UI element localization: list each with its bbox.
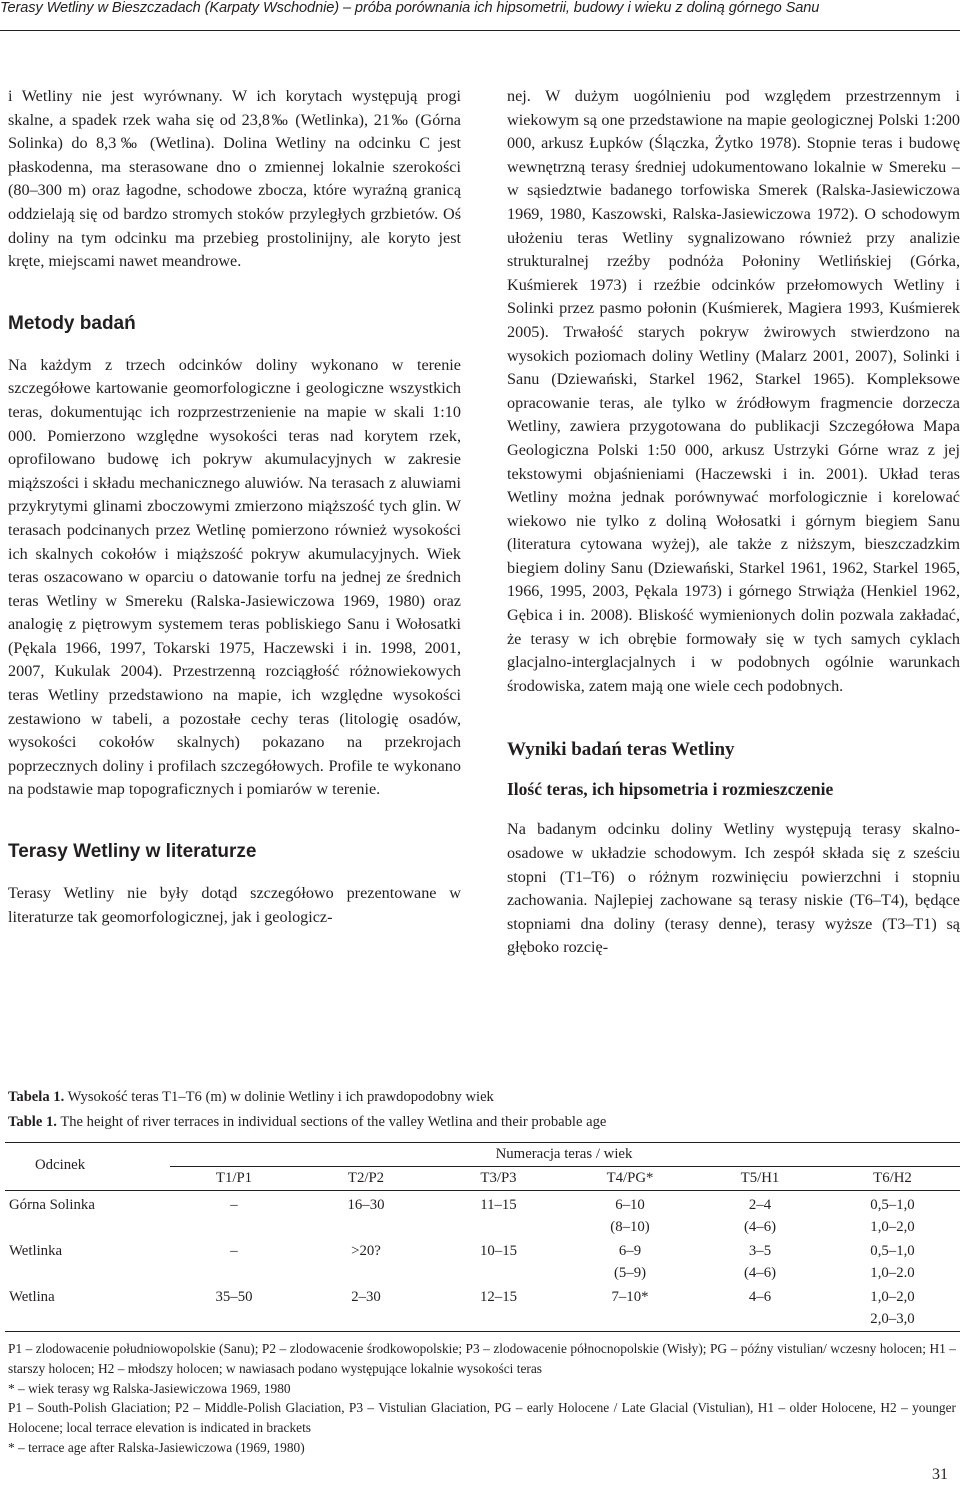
table-cell-value: 12–15 bbox=[480, 1289, 517, 1305]
table-cell-value: 16–30 bbox=[347, 1197, 385, 1213]
table-cell-value: 6–10 bbox=[615, 1197, 645, 1213]
terrace-table bbox=[5, 1142, 960, 1330]
table-column-header: T6/H2 bbox=[873, 1170, 912, 1186]
table-column-header: T1/P1 bbox=[215, 1170, 253, 1186]
table-cell-value: – bbox=[230, 1197, 238, 1213]
paragraph: Terasy Wetliny nie były dotąd szczegółowo prezentowane w literaturze tak geomorfologicznej, jak i geologicz- bbox=[8, 884, 461, 926]
paragraph: Na każdym z trzech odcinków doliny wykonano w terenie szczegółowe kartowanie geomorfologiczne i geologiczne wszystkich teras, dokumentując ich rozprzestrzenienie na mapie w skali 1:10 000. Pomierzono względne wysokości teras nad korytem rzek, oprofilowano budowę ich pokryw akumulacyjnych w zakresie miąższości i składu mechanicznego aluwiów. Na terasach z aluwiami przykrytymi glinami zboczowymi zmierzono miąższość tych glin. W terasach podcinanych przez Wetlinę pomierzono również wysokości ich skalnych cokołów i miąższość pokryw akumulacyjnych. Wiek teras oszacowano w oparciu o datowanie torfu na jednej ze średnich teras Wetliny w Smereku (Ralska-Jasiewiczowa 1969, 1980) oraz analogię z piętrowym systemem teras pobliskiego Sanu i Wołosatki (Pękala 1966, 1997, Tokarski 1975, Haczewski i in. 1998, 2001, 2007, Kukulak 2004). Przestrzenną rozciągłość różnowiekowych teras Wetliny przedstawiono na mapie, ich względne wysokości zestawiono w tabeli, a pozostałe cechy teras (litologię osadów, wysokości cokołów skalnych) pokazano na przekrojach poprzecznych doliny i profilach szczegółowych. Profile te wykonano na podstawie map topograficznych i pomiarów w terenie. bbox=[8, 355, 461, 799]
table-cell-value: >20? bbox=[351, 1243, 381, 1259]
table-cell-value: 2–30 bbox=[351, 1289, 381, 1305]
table-caption-text: Wysokość teras T1–T6 (m) w dolinie Wetliny i ich prawdopodobny wiek bbox=[64, 1089, 494, 1105]
table-cell bbox=[168, 1284, 300, 1330]
page-number: 31 bbox=[932, 1466, 948, 1483]
table-cell bbox=[300, 1190, 432, 1238]
subsection-heading: Ilość teras, ich hipsometria i rozmieszczenie bbox=[507, 779, 834, 800]
table-cell bbox=[695, 1190, 825, 1238]
table-cell bbox=[695, 1238, 825, 1284]
paragraph: Na badanym odcinku doliny Wetliny występują terasy skalno-osadowe w układzie schodowym. Ich zespół składa się z sześciu stopni (T1–T6) o różnym rozwinięciu powierzchni i stopniu zachowania. Najlepiej zachowane są terasy niskie (T6–T4), będące stopniami dna doliny (terasy denne), terasy wyższe (T3–T1) są głęboko rozcię- bbox=[507, 820, 960, 957]
table-note: * – wiek terasy wg Ralska-Jasiewiczowa 1969, 1980 bbox=[8, 1380, 291, 1396]
table-cell bbox=[432, 1190, 565, 1238]
table-cell-value: 4–6 bbox=[748, 1289, 772, 1305]
table-column-header: T4/PG* bbox=[606, 1170, 654, 1186]
section-heading-literature: Terasy Wetliny w literaturze bbox=[8, 841, 257, 863]
table-cell bbox=[565, 1238, 695, 1284]
section-heading-results: Wyniki badań teras Wetliny bbox=[507, 739, 735, 761]
table-notes bbox=[8, 1339, 956, 1458]
table-cell-value: (5–9) bbox=[613, 1264, 647, 1281]
right-column bbox=[507, 85, 960, 960]
table-bottom-rule bbox=[5, 1331, 960, 1332]
table-cell-value: 10–15 bbox=[480, 1243, 517, 1259]
table-cell-value: 35–50 bbox=[215, 1289, 253, 1305]
table-row bbox=[5, 1190, 960, 1238]
section-heading-methods: Metody badań bbox=[8, 312, 136, 334]
running-head: Terasy Wetliny w Bieszczadach (Karpaty Wschodnie) – próba porównania ich hipsometrii, budowy i wieku z doliną górnego Sanu bbox=[0, 0, 820, 16]
table-cell-value: 6–9 bbox=[618, 1243, 642, 1259]
table-cell-value: 2,0–3,0 bbox=[870, 1310, 915, 1327]
table-cell bbox=[300, 1238, 432, 1284]
table-cell-value: 7–10* bbox=[611, 1289, 649, 1305]
table-column-header: T2/P2 bbox=[347, 1170, 385, 1186]
table-cell-value: 1,0–2.0 bbox=[870, 1264, 915, 1281]
header-rule bbox=[0, 30, 960, 31]
table-cell-value: 3–5 bbox=[748, 1243, 772, 1259]
table-caption-label: Tabela 1. bbox=[8, 1089, 65, 1105]
table-cell bbox=[565, 1284, 695, 1330]
table-cell-value: (8–10) bbox=[610, 1218, 650, 1235]
table-row bbox=[5, 1284, 960, 1330]
table-cell-value: 2–4 bbox=[748, 1197, 772, 1213]
table-cell bbox=[825, 1238, 960, 1284]
table-cell bbox=[168, 1190, 300, 1238]
table-row-label: Górna Solinka bbox=[9, 1197, 95, 1213]
table-caption-label: Table 1. bbox=[8, 1114, 57, 1130]
table-caption-pl bbox=[8, 1087, 958, 1107]
table-row-label: Wetlina bbox=[9, 1289, 55, 1305]
table-cell-value: 0,5–1,0 bbox=[870, 1197, 915, 1213]
table-cell-value: 1,0–2,0 bbox=[870, 1289, 915, 1305]
table-cell bbox=[432, 1238, 565, 1284]
table-cell bbox=[825, 1190, 960, 1238]
table-note: P1 – South-Polish Glaciation; P2 – Middle-Polish Glaciation, P3 – Vistulian Glaciation, PG – early Holocene / Late Glacial (Vistulian), H1 – older Holocene, H2 – younger Holocene; local terrace elevation is indicated in brackets bbox=[8, 1400, 956, 1436]
table-cell-value: (4–6) bbox=[743, 1218, 777, 1235]
table-cell-value: 11–15 bbox=[480, 1197, 517, 1213]
table-cell bbox=[825, 1284, 960, 1330]
table-column-header: T5/H1 bbox=[740, 1170, 780, 1186]
table-cell-value: 1,0–2,0 bbox=[870, 1218, 915, 1235]
table-cell bbox=[565, 1190, 695, 1238]
table-column-header: T3/P3 bbox=[480, 1170, 517, 1186]
paragraph: i Wetliny nie jest wyrównany. W ich korytach występują progi skalne, a spadek rzek waha się od 23,8‰ (Wetlinka), 21‰ (Górna Solinka) do 8,3‰ (Wetlina). Dolina Wetliny na odcinku C jest płaskodenna, ma sterasowane dno o zmiennej lokalnie szerokości (80–300 m) oraz łagodne, schodowe zbocza, które wyraźną granicą oddzielają się od bardzo stromych stoków przyległych grzbietów. Oś doliny na tym odcinku ma przebieg prostolinijny, ale koryto jest kręte, miejscami nawet meandrowe. bbox=[8, 87, 461, 271]
table-header-group: Numeracja teras / wiek bbox=[495, 1146, 633, 1162]
table-cell-value: 0,5–1,0 bbox=[870, 1243, 915, 1259]
table-cell bbox=[168, 1238, 300, 1284]
left-column bbox=[8, 85, 461, 929]
table-note: P1 – zlodowacenie południowopolskie (Sanu); P2 – zlodowacenie środkowopolskie; P3 – zlodowacenie północnopolskie (Wisły); PG – późny vistulian/ wczesny holocen; H1 – starszy holocen; H2 – młodszy holocen; w nawiasach podano występujące lokalnie wysokości teras bbox=[8, 1341, 956, 1376]
table-cell-value: (4–6) bbox=[743, 1264, 777, 1281]
table-caption-text: The height of river terraces in individual sections of the valley Wetlina and their probable age bbox=[56, 1114, 607, 1130]
table-row bbox=[5, 1238, 960, 1284]
table-cell-value: – bbox=[230, 1243, 238, 1259]
table-cell bbox=[300, 1284, 432, 1330]
table-header-section: Odcinek bbox=[35, 1157, 86, 1174]
table-cell bbox=[432, 1284, 565, 1330]
paragraph: nej. W dużym uogólnieniu pod względem przestrzennym i wiekowym są one przedstawione na mapie geologicznej Polski 1:200 000, arkusz Łupków (Ślączka, Żytko 1978). Stopnie teras i budowę wewnętrzną terasy średniej udokumentowano lokalnie w Smereku – w sąsiedztwie badanego torfowiska Smerek (Ralska-Jasiewiczowa 1969, 1980, Kaszowski, Ralska-Jasiewiczowa 1972). O schodowym ułożeniu teras Wetliny sygnalizowano również przy analizie strukturalnej rzeźby podnóża Połoniny Wetlińskiej (Górka, Kuśmierek 1973) i rzeźbie odcinków przełomowych Wetliny i Solinki przez pasmo połonin (Kuśmierek, Magiera 1993, Kuśmierek 2005). Trwałość starych pokryw żwirowych stwierdzono na wysokich poziomach doliny Wetliny (Malarz 2001, 2007), Solinki i Sanu (Dziewański, Starkel 1962, Starkel 1965). Kompleksowe opracowanie teras, ale tylko w źródłowym fragmencie dorzecza Wetliny, zawiera przygotowana do publikacji Szczegółowa Mapa Geologiczna Polski 1:50 000, arkusz Ustrzyki Górne wraz z jej tekstowymi objaśnieniami (Haczewski i in. 2001). Układ teras Wetliny można jednak porównywać morfologicznie i korelować wiekowo nie tylko z doliną Wołosatki i górnym biegiem Sanu (literatura cytowana wyżej), ale także z niższym, bieszczadzkim biegiem doliny Sanu (Dziewański, Starkel 1961, 1962, Starkel 1965, 1966, 1995, 2003, Pękala 1973) i górnego Strwiąża (Henkiel 1962, Gębica i in. 2008). Bliskość wymienionych dolin pozwala zakładać, że terasy w ich obrębie formowały się w tych samych cyklach glacjalno-interglacjalnych i w podobnych ogólnie warunkach środowiska, zatem mają one wiele cech podobnych. bbox=[507, 87, 960, 695]
table-note: * – terrace age after Ralska-Jasiewiczowa (1969, 1980) bbox=[8, 1439, 305, 1455]
table-cell bbox=[695, 1284, 825, 1330]
table-row-label: Wetlinka bbox=[9, 1243, 63, 1259]
table-caption-en bbox=[8, 1112, 958, 1132]
